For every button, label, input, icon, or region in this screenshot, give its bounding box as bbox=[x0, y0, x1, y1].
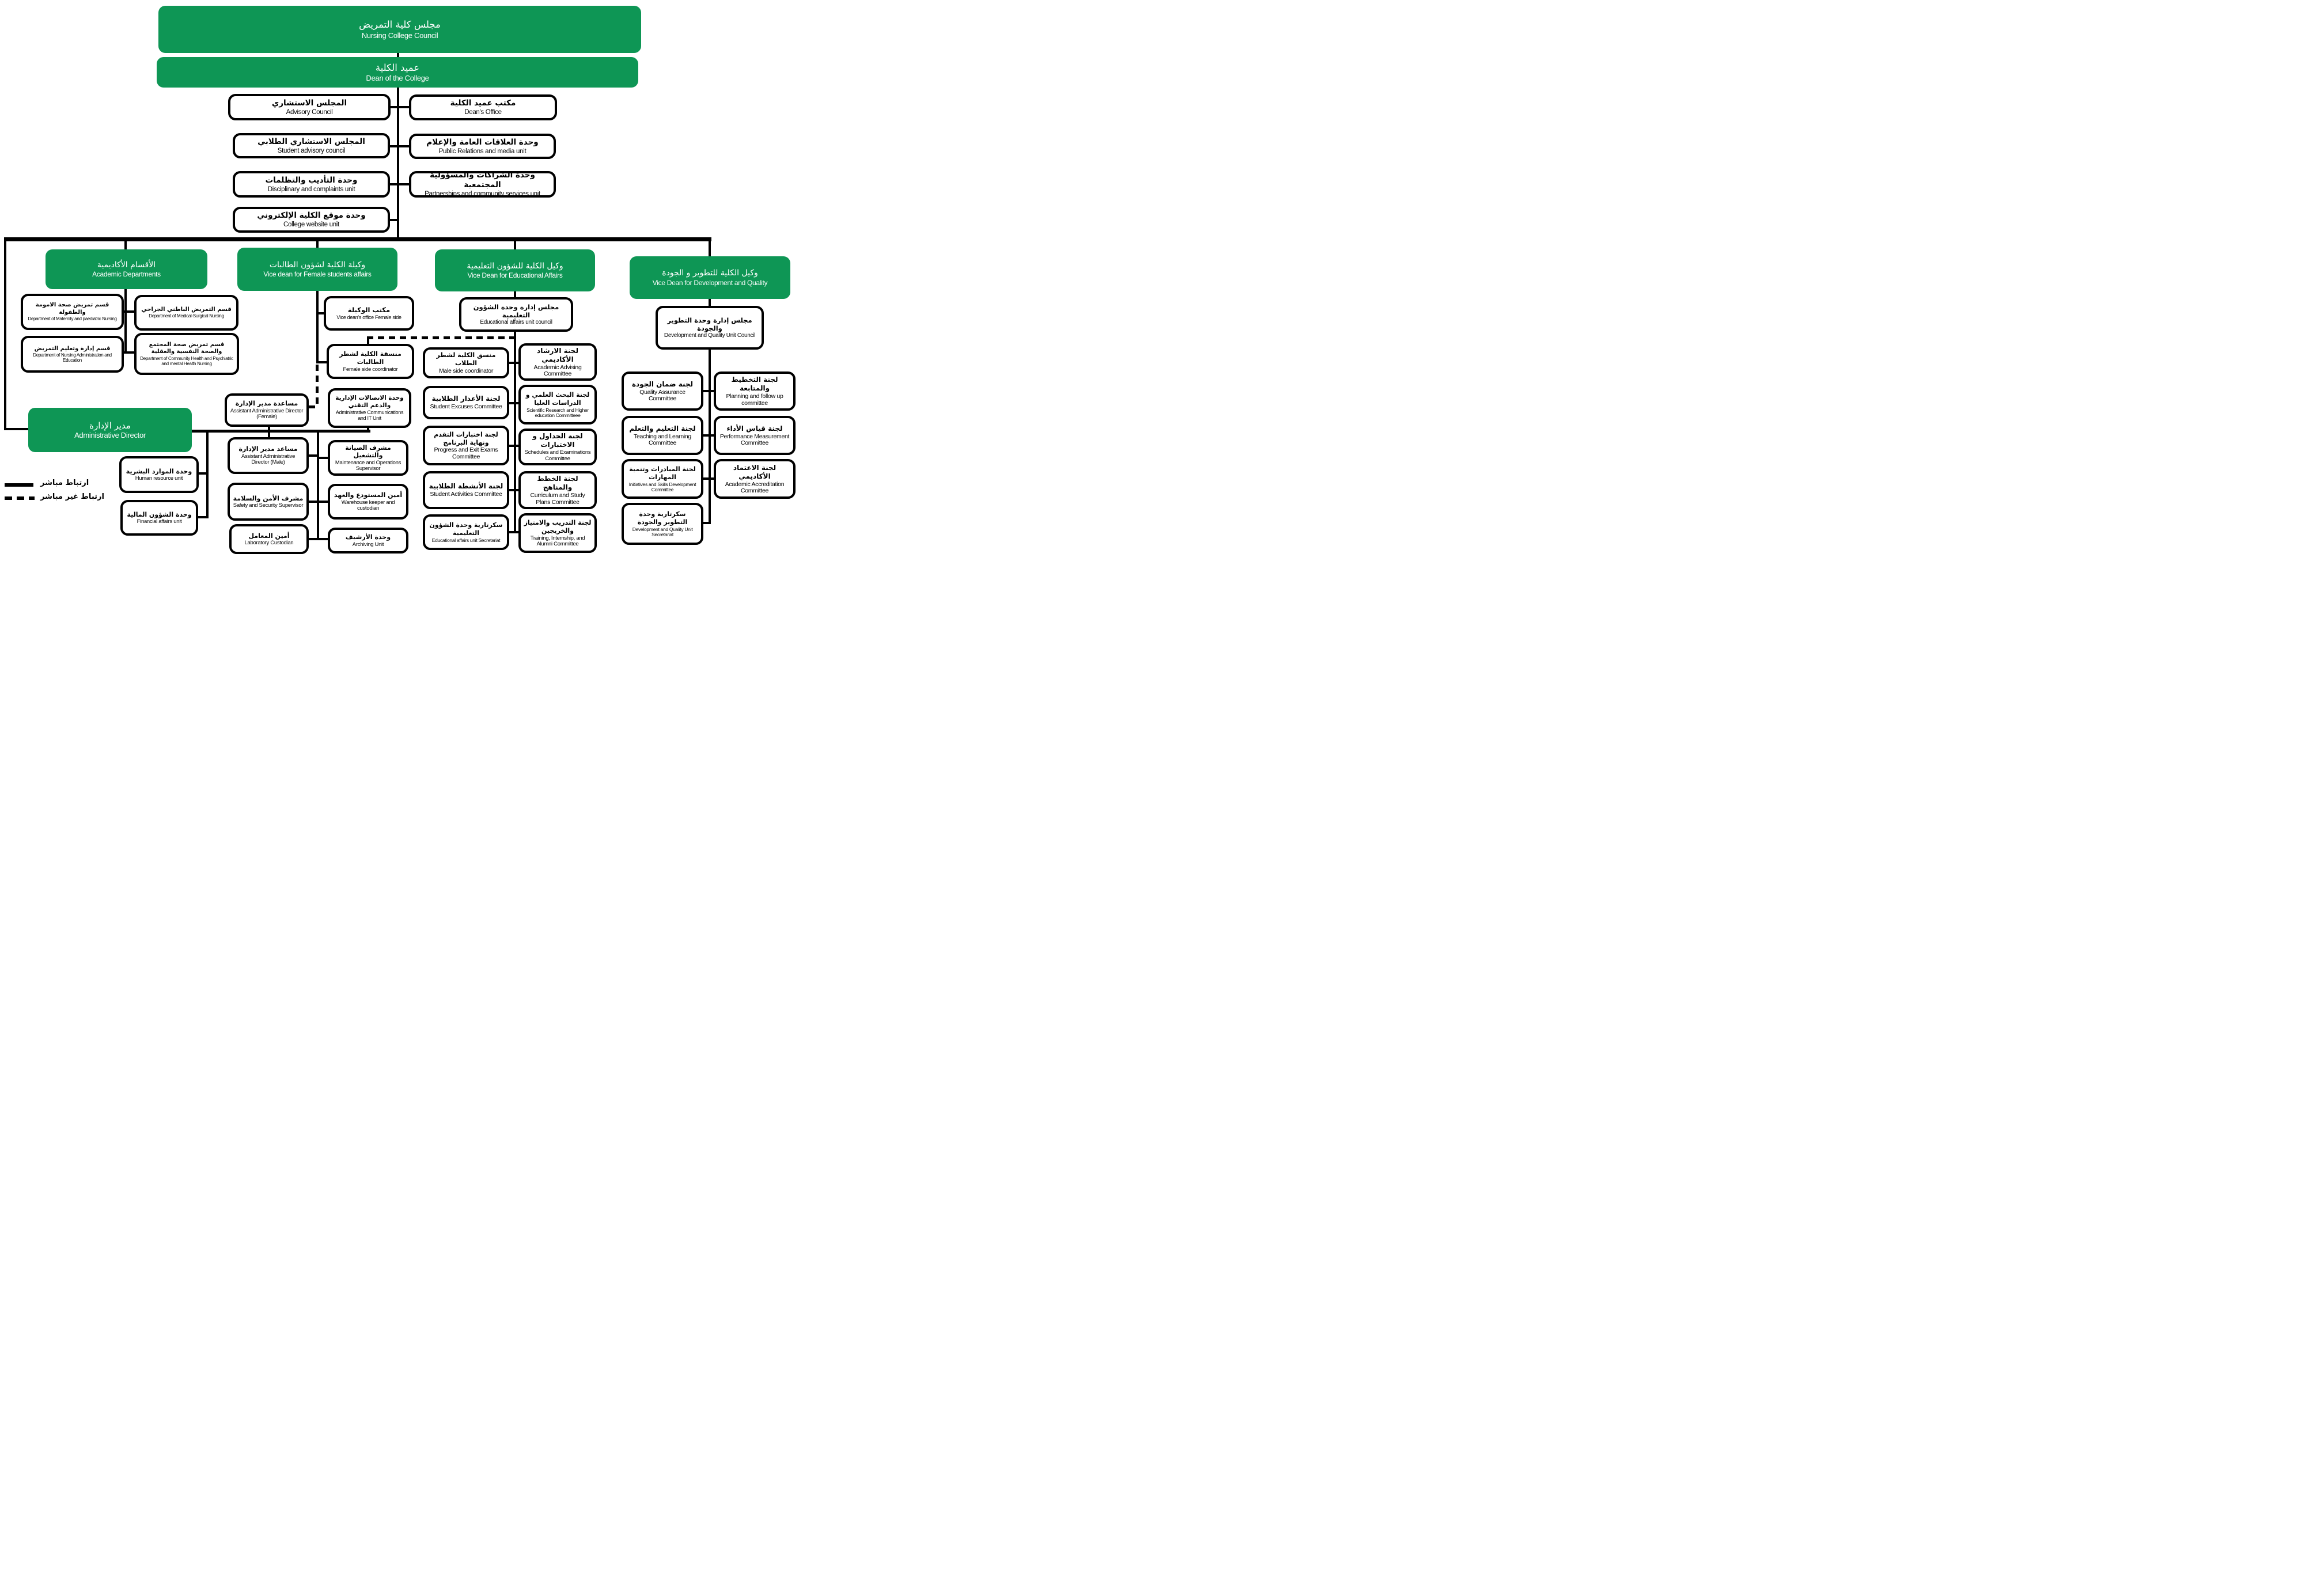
connector bbox=[316, 291, 319, 363]
node-ar: لجنة البحث العلمي و الدراسات العليا bbox=[525, 391, 590, 407]
node-it-unit bbox=[328, 388, 411, 428]
node-en: Initiatives and Skills Development Committee bbox=[628, 481, 696, 492]
connector bbox=[509, 489, 518, 491]
node-accreditation bbox=[714, 459, 796, 499]
node-en: Student Excuses Committee bbox=[430, 403, 502, 411]
node-warehouse bbox=[328, 484, 408, 520]
node-community-health-dept bbox=[134, 333, 239, 375]
legend-direct-line bbox=[5, 483, 33, 487]
node-en: Student advisory council bbox=[277, 147, 346, 154]
connector bbox=[390, 183, 409, 185]
connector bbox=[309, 454, 318, 457]
connector bbox=[514, 241, 516, 249]
node-ar: منسق الكلية لشطر الطلاب bbox=[436, 351, 496, 367]
node-en: Performance Measurement Committee bbox=[719, 433, 790, 446]
node-medical-surgical-dept bbox=[134, 295, 238, 331]
node-female-office bbox=[324, 296, 414, 331]
node-en: Safety and Security Supervisor bbox=[233, 502, 304, 509]
node-ar: وحدة الاتصالات الإدارية والدعم التقني bbox=[335, 395, 404, 410]
connector bbox=[317, 312, 324, 314]
node-ar: وحدة الأرشيف bbox=[345, 533, 391, 541]
indirect-connector bbox=[367, 336, 515, 339]
node-en: Vice Dean for Educational Affairs bbox=[467, 271, 563, 280]
node-en: Archiving Unit bbox=[352, 541, 384, 548]
node-ar: مدير الإدارة bbox=[89, 420, 131, 431]
connector bbox=[268, 427, 270, 430]
node-financial-affairs bbox=[120, 500, 198, 536]
node-ar: أمين المعامل bbox=[248, 532, 290, 540]
node-en: Assistant Administrative Director (Male) bbox=[241, 453, 296, 466]
connector bbox=[316, 241, 319, 248]
node-ar: مجلس كلية التمريض bbox=[359, 19, 441, 31]
node-ar: مشرف الأمن والسلامة bbox=[233, 494, 304, 502]
connector bbox=[309, 538, 318, 540]
indirect-connector bbox=[316, 365, 319, 407]
node-ar: لجنة الارشاد الأكاديمي bbox=[537, 346, 578, 363]
node-website-unit bbox=[233, 207, 390, 233]
connector bbox=[367, 338, 369, 344]
node-edu-secretariat bbox=[423, 514, 509, 550]
node-assistant-male bbox=[228, 437, 309, 474]
node-maternity-dept bbox=[21, 294, 124, 330]
connector bbox=[199, 472, 209, 475]
connector bbox=[509, 402, 518, 404]
connector bbox=[703, 390, 714, 392]
node-en: Assistant Administrative Director (Female) bbox=[230, 408, 304, 420]
node-en: Scientific Research and Higher education Committeee bbox=[527, 407, 589, 418]
node-ar: مجلس إدارة وحدة التطوير والجودة bbox=[667, 316, 752, 333]
node-en: Dean of the College bbox=[366, 74, 429, 83]
node-en: Laboratory Custodian bbox=[244, 540, 294, 547]
connector bbox=[124, 289, 127, 354]
node-ar: قسم تمريض صحة الامومة والطفولة bbox=[35, 302, 109, 316]
node-ar: المجلس الاستشاري الطلابي bbox=[257, 137, 365, 146]
node-en: Academic Advising Committee bbox=[533, 363, 582, 377]
connector bbox=[319, 501, 328, 503]
node-ar: لجنة المبادرات وتنمية المهارات bbox=[629, 465, 696, 481]
node-en: Teaching and Learning Committee bbox=[634, 433, 691, 446]
connector bbox=[367, 428, 369, 431]
connector bbox=[198, 516, 209, 518]
connector bbox=[703, 477, 714, 480]
node-schedules-exams bbox=[518, 429, 597, 465]
connector bbox=[206, 433, 209, 518]
node-training-alumni bbox=[518, 513, 597, 553]
connector bbox=[709, 241, 711, 256]
node-en: Advisory Council bbox=[286, 108, 333, 116]
distribution-line bbox=[4, 237, 711, 241]
connector bbox=[390, 145, 409, 147]
connector bbox=[317, 361, 327, 363]
node-ar: لجنة الأنشطة الطلابية bbox=[429, 482, 503, 491]
connector bbox=[709, 350, 711, 524]
node-curriculum bbox=[518, 471, 597, 509]
connector bbox=[709, 299, 711, 306]
node-human-resource bbox=[119, 456, 199, 493]
node-en: Curriculum and Study Plans Committee bbox=[530, 492, 585, 506]
node-partnerships bbox=[409, 171, 556, 198]
connector bbox=[390, 219, 398, 221]
connector bbox=[703, 522, 710, 524]
connector bbox=[703, 434, 714, 437]
node-en: Warehouse keeper and custodian bbox=[341, 499, 395, 512]
legend-direct-label: ارتباط مباشر bbox=[40, 479, 89, 487]
node-quality-council bbox=[656, 306, 764, 350]
node-en: Partnerships and community services unit bbox=[425, 191, 540, 198]
node-ar: وحدة الشراكات والمسؤولية المجتمعية bbox=[430, 170, 535, 190]
node-edu-council bbox=[459, 297, 573, 332]
connector bbox=[319, 457, 328, 459]
node-male-coordinator bbox=[423, 347, 509, 378]
node-en: Administrative Director bbox=[74, 431, 146, 440]
node-ar: مساعد مدير الإدارة bbox=[238, 445, 298, 453]
node-ar: قسم التمريض الباطني الجراحي bbox=[141, 306, 232, 313]
node-ar: لجنة اختبارات التقدم ونهاية البرنامج bbox=[434, 430, 498, 446]
node-en: Schedules and Examinations Committee bbox=[524, 449, 591, 462]
node-en: Educational affairs unit Secretariat bbox=[431, 537, 501, 543]
node-en: Academic Accreditation Committee bbox=[725, 480, 785, 494]
node-ar: مكتب الوكيلة bbox=[347, 306, 391, 314]
node-en: Development and Quality Unit Council bbox=[664, 332, 756, 339]
node-student-advisory bbox=[233, 133, 390, 158]
node-public-relations bbox=[409, 134, 556, 159]
node-ar: أمين المستودع والعهد bbox=[334, 491, 403, 499]
node-ar: لجنة قياس الأداء bbox=[726, 424, 783, 433]
node-ar: المجلس الاستشاري bbox=[271, 98, 347, 108]
node-en: Public Relations and media unit bbox=[438, 147, 527, 155]
node-assistant-female bbox=[225, 393, 309, 427]
connector bbox=[391, 106, 409, 108]
node-en: Administrative Communications and IT Unit bbox=[335, 410, 404, 422]
node-ar: وحدة الشؤون المالية bbox=[127, 510, 192, 518]
connector bbox=[509, 531, 518, 533]
node-en: Development and Quality Unit Secretariat bbox=[632, 526, 693, 537]
connector bbox=[268, 433, 270, 437]
node-en: Progress and Exit Exams Committee bbox=[434, 446, 498, 460]
node-ar: مساعدة مدير الإدارة bbox=[235, 400, 298, 408]
node-vice-dean-quality bbox=[630, 256, 790, 299]
connector bbox=[4, 428, 28, 430]
connector bbox=[309, 501, 318, 503]
node-ar: قسم تمريض صحة المجتمع والصحة النفسية والعقلية bbox=[149, 341, 225, 355]
node-admin-director bbox=[28, 408, 192, 452]
connector bbox=[397, 88, 399, 239]
node-ar: سكرتارية وحدة الشؤون التعليمية bbox=[429, 521, 503, 537]
node-en: Female side coordinator bbox=[343, 366, 398, 373]
node-en: Maintenance and Operations Supervisor bbox=[335, 460, 402, 472]
node-ar: مشرف الصيانة والتشغيل bbox=[345, 443, 391, 460]
node-ar: لجنة الأعذار الطلابية bbox=[431, 395, 501, 403]
node-en: Human resource unit bbox=[135, 475, 183, 482]
node-laboratory bbox=[229, 524, 309, 554]
connector bbox=[509, 445, 518, 447]
node-archiving bbox=[328, 528, 408, 554]
node-en: Dean's Office bbox=[464, 109, 502, 116]
indirect-connector bbox=[309, 405, 319, 408]
node-ar: وكيل الكلية للتطوير و الجودة bbox=[662, 268, 758, 278]
node-en: Disciplinary and complaints unit bbox=[267, 185, 355, 193]
node-en: College website unit bbox=[283, 221, 339, 229]
connector bbox=[514, 291, 516, 297]
connector bbox=[317, 433, 319, 540]
node-quality-assurance bbox=[622, 371, 703, 411]
node-en: Department of Maternity and paediatric Nursing bbox=[28, 316, 117, 322]
node-ar: مجلس إدارة وحدة الشؤون التعليمية bbox=[473, 302, 559, 320]
node-ar: عميد الكلية bbox=[375, 62, 420, 73]
legend-indirect-label: ارتباط غير مباشر bbox=[40, 492, 104, 501]
node-dean bbox=[157, 57, 638, 88]
node-ar: لجنة التدريب والامتياز والخريجين bbox=[524, 519, 592, 534]
node-en: Vice dean's office Female side bbox=[336, 314, 402, 320]
node-en: Department of Medical-Surgical Nursing bbox=[149, 313, 224, 319]
node-performance bbox=[714, 416, 796, 455]
connector bbox=[319, 538, 328, 540]
node-ar: وحدة التأديب والتظلمات bbox=[265, 175, 358, 185]
node-ar: سكرتارية وحدة التطوير والجودة bbox=[637, 510, 688, 526]
node-en: Department of Community Health and Psychiatric and mental Health Nursing bbox=[140, 355, 233, 366]
legend-indirect-line bbox=[5, 496, 35, 500]
node-en: Training, Internship, and Alumni Committee bbox=[530, 534, 585, 547]
node-teaching-learning bbox=[622, 416, 703, 455]
node-ar: وكيلة الكلية لشؤون الطالبات bbox=[269, 260, 366, 270]
node-safety-security bbox=[228, 483, 309, 521]
node-disciplinary bbox=[233, 171, 390, 198]
node-ar: قسم إدارة وتعليم التمريض bbox=[34, 345, 111, 352]
connector bbox=[192, 430, 370, 433]
connector bbox=[124, 241, 127, 249]
node-student-activities bbox=[423, 471, 509, 509]
node-ar: وكيل الكلية للشؤون التعليمية bbox=[467, 261, 563, 271]
node-deans-office bbox=[409, 94, 557, 120]
node-en: Male side coordinator bbox=[438, 367, 494, 374]
node-planning-followup bbox=[714, 371, 796, 411]
org-chart bbox=[0, 0, 806, 556]
node-academic-departments bbox=[46, 249, 207, 289]
node-female-coordinator bbox=[327, 344, 414, 379]
node-ar: لجنة ضمان الجودة bbox=[631, 380, 694, 388]
node-academic-advising bbox=[518, 343, 597, 381]
node-ar: وحدة العلاقات العامة والإعلام bbox=[426, 137, 539, 147]
node-en: Planning and follow up committee bbox=[726, 393, 783, 407]
node-en: Student Activities Committee bbox=[430, 491, 502, 498]
node-en: Vice Dean for Development and Quality bbox=[652, 278, 768, 287]
node-vice-dean-female bbox=[237, 248, 397, 291]
node-ar: لجنة الجداول و الاختبارات bbox=[532, 432, 583, 449]
node-en: Financial affairs unit bbox=[137, 518, 182, 525]
node-student-excuses bbox=[423, 386, 509, 419]
node-maintenance bbox=[328, 440, 408, 476]
node-ar: مكتب عميد الكلية bbox=[450, 98, 516, 108]
node-vice-dean-educational bbox=[435, 249, 595, 291]
node-en: Nursing College Council bbox=[361, 31, 438, 40]
node-nursing-college-council bbox=[158, 6, 641, 53]
node-ar: لجنة الاعتماد الأكاديمي bbox=[733, 463, 777, 480]
node-en: Quality Assurance Committee bbox=[639, 388, 685, 402]
node-initiatives-skills bbox=[622, 459, 703, 499]
node-ar: لجنة الخطط والمناهج bbox=[537, 475, 578, 492]
node-ar: الأقسام الأكاديمية bbox=[97, 260, 156, 270]
node-en: Department of Nursing Administration and Education bbox=[33, 352, 112, 363]
node-advisory-council bbox=[228, 94, 391, 120]
node-ar: لجنة التعليم والتعلم bbox=[629, 424, 696, 433]
connector bbox=[509, 362, 518, 364]
node-ar: وحدة موقع الكلية الإلكتروني bbox=[257, 211, 366, 221]
node-quality-secretariat bbox=[622, 503, 703, 545]
node-en: Vice dean for Female students affairs bbox=[263, 270, 372, 279]
node-progress-exams bbox=[423, 426, 509, 465]
node-nursing-admin-dept bbox=[21, 336, 124, 373]
node-ar: منسقة الكلية لشطر الطالبات bbox=[339, 350, 402, 366]
node-en: Academic Departments bbox=[92, 270, 161, 279]
connector bbox=[4, 241, 6, 430]
node-scientific-research bbox=[518, 385, 597, 424]
node-en: Educational affairs unit council bbox=[480, 319, 552, 326]
node-ar: وحدة الموارد البشرية bbox=[126, 467, 192, 475]
node-ar: لجنة التخطيط والمتابعة bbox=[731, 376, 778, 393]
